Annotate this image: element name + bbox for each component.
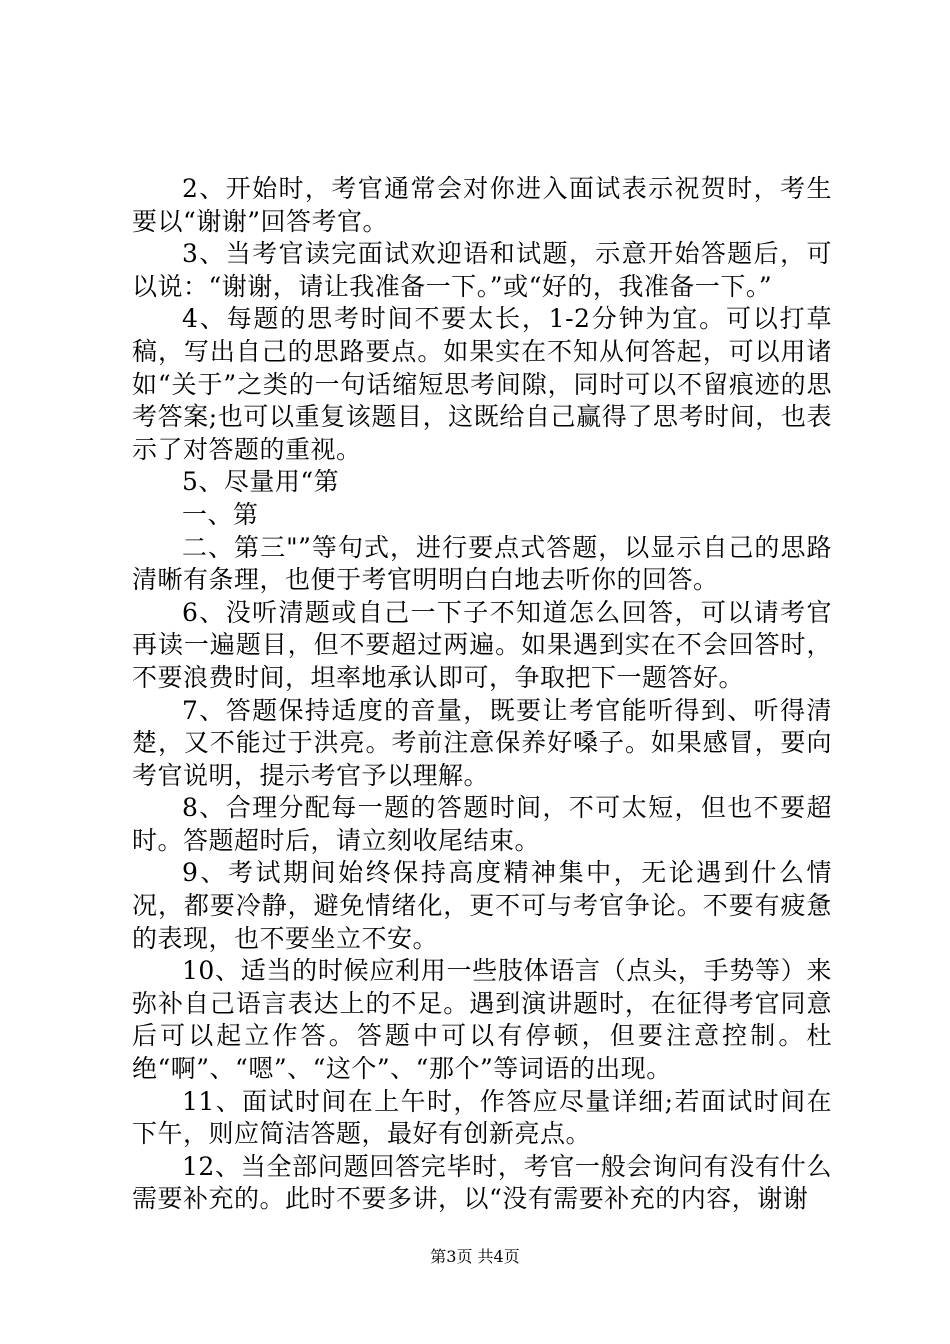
page-footer: 第3页 共4页 [430, 1247, 520, 1266]
paragraph: 4、每题的思考时间不要太长，1-2分钟为宜。可以打草稿，写出自己的思路要点。如果实在不知从何答起，可以用诸如“关于”之类的一句话缩短思考间隙，同时可以不留痕迹的思考答案;也可以重复该题目，这既给自己赢得了思考时间，也表示了对答题的重视。 [132, 304, 832, 464]
paragraph: 11、面试时间在上午时，作答应尽量详细;若面试时间在下午，则应简洁答题，最好有创新亮点。 [132, 1086, 832, 1149]
paragraph: 一、第 [182, 499, 259, 529]
paragraph: 二、第三"”等句式，进行要点式答题，以显示自己的思路清晰有条理，也便于考官明明白白地去听你的回答。 [132, 532, 832, 595]
paragraph: 2、开始时，考官通常会对你进入面试表示祝贺时，考生要以“谢谢”回答考官。 [132, 174, 832, 236]
paragraph: 5、尽量用“第 [182, 467, 340, 497]
paragraph: 7、答题保持适度的音量，既要让考官能听得到、听得清楚，又不能过于洪亮。考前注意保养好嗓子。如果感冒，要向考官说明，提示考官予以理解。 [132, 695, 832, 790]
paragraph: 8、合理分配每一题的答题时间，不可太短，但也不要超时。答题超时后，请立刻收尾结束。 [132, 793, 832, 855]
paragraph: 6、没听清题或自己一下子不知道怎么回答，可以请考官再读一遍题目，但不要超过两遍。如果遇到实在不会回答时，不要浪费时间，坦率地承认即可，争取把下一题答好。 [132, 597, 832, 692]
paragraph: 9、考试期间始终保持高度精神集中，无论遇到什么情况，都要冷静，避免情绪化，更不可与考官争论。不要有疲惫的表现，也不要坐立不安。 [132, 858, 832, 953]
paragraph: 12、当全部问题回答完毕时，考官一般会询问有没有什么需要补充的。此时不要多讲，以“没有需要补充的内容，谢谢 [132, 1151, 832, 1214]
paragraph: 10、适当的时候应利用一些肢体语言（点头，手势等）来弥补自己语言表达上的不足。遇到演讲题时，在征得考官同意后可以起立作答。答题中可以有停顿，但要注意控制。杜绝“啊”、“嗯”、“这个”、“那个”等词语的出现。 [132, 956, 832, 1084]
paragraph: 3、当考官读完面试欢迎语和试题，示意开始答题后，可以说：“谢谢，请让我准备一下。”或“好的，我准备一下。” [132, 239, 832, 301]
document-body [132, 173, 832, 1216]
